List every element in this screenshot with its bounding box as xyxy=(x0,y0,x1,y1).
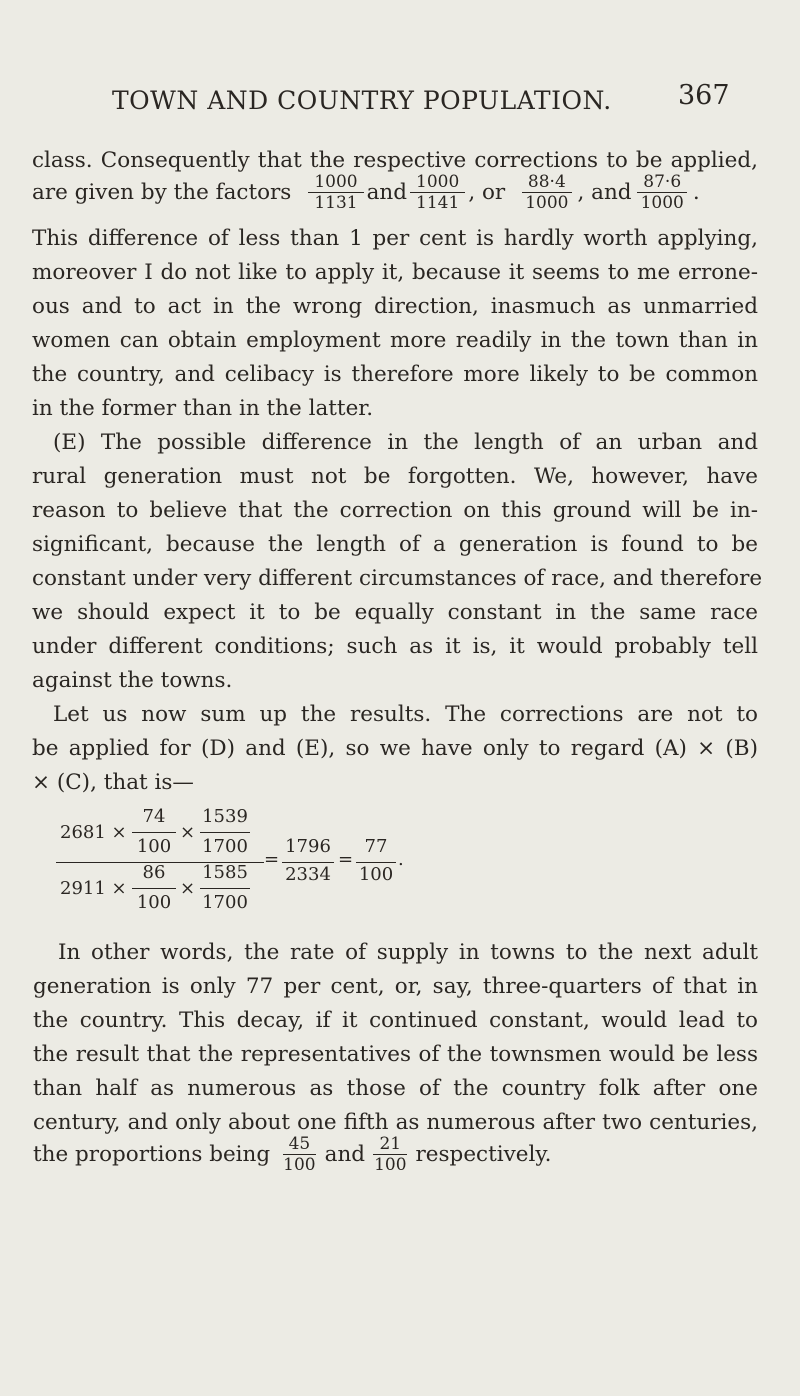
running-title: TOWN AND COUNTRY POPULATION. xyxy=(112,86,612,115)
formula-factor: 2911 × xyxy=(60,878,127,899)
text-line: class. Consequently that the respective corrections to be applied, xyxy=(32,148,758,173)
fraction-denominator: 1700 xyxy=(202,892,248,913)
equals-sign: = xyxy=(264,849,280,870)
text-fragment: the proportions being xyxy=(33,1142,271,1167)
fraction-bar xyxy=(132,832,176,833)
text-line: generation is only 77 per cent, or, say, three-quarters of that in xyxy=(33,974,758,999)
proportions-line xyxy=(33,1134,551,1175)
fraction-bar xyxy=(200,832,250,833)
fraction-numerator: 88·4 xyxy=(522,172,572,193)
text-line: moreover I do not like to apply it, because it seems to me errone- xyxy=(32,260,758,285)
fraction-denominator: 100 xyxy=(136,892,172,913)
text-line: than half as numerous as those of the country folk after one xyxy=(33,1076,758,1101)
fraction-denominator: 100 xyxy=(358,864,394,885)
fraction-numerator: 1000 xyxy=(308,172,363,193)
fraction-numerator: 1539 xyxy=(202,806,248,827)
text-line: the country, and celibacy is therefore more likely to be common xyxy=(32,362,758,387)
fraction xyxy=(277,1134,321,1175)
fraction-bar xyxy=(356,862,396,863)
times-sign: × xyxy=(180,822,196,843)
text-fragment: , and xyxy=(577,180,632,205)
fraction-denominator: 1141 xyxy=(416,193,460,213)
text-line: in the former than in the latter. xyxy=(32,396,374,421)
fraction-numerator: 87·6 xyxy=(637,172,687,193)
fraction-bar xyxy=(132,888,176,889)
text-line: be applied for (D) and (E), so we have only to regard (A) × (B) xyxy=(32,736,758,761)
text-line: reason to believe that the correction on this ground will be in- xyxy=(32,498,758,523)
text-line: ous and to act in the wrong direction, inasmuch as unmarried xyxy=(32,294,758,319)
fraction-numerator: 86 xyxy=(142,862,166,883)
equals-sign: = xyxy=(338,849,354,870)
text-line: In other words, the rate of supply in towns to the next adult xyxy=(58,940,758,965)
text-line: we should expect it to be equally constant in the same race xyxy=(32,600,758,625)
page-number: 367 xyxy=(678,80,730,111)
fraction-denominator: 1700 xyxy=(202,836,248,857)
formula-period: . xyxy=(398,849,404,870)
fraction-denominator: 100 xyxy=(374,1155,407,1175)
text-fragment: respectively. xyxy=(415,1142,552,1167)
fraction-numerator: 1585 xyxy=(202,862,248,883)
fraction-denominator: 1000 xyxy=(525,193,569,213)
fraction-numerator: 1000 xyxy=(410,172,465,193)
fraction-numerator: 21 xyxy=(373,1134,407,1155)
text-line: against the towns. xyxy=(32,668,233,693)
fraction-numerator: 45 xyxy=(283,1134,317,1155)
fraction-denominator: 100 xyxy=(283,1155,316,1175)
text-line: the country. This decay, if it continued constant, would lead to xyxy=(33,1008,758,1033)
text-line: significant, because the length of a generation is found to be xyxy=(32,532,758,557)
fraction-denominator: 1000 xyxy=(640,193,684,213)
fraction-bar xyxy=(200,888,250,889)
fraction-denominator: 2334 xyxy=(285,864,331,885)
fraction xyxy=(368,1134,412,1175)
text-line: century, and only about one fifth as numerous after two centuries, xyxy=(33,1110,758,1135)
text-fragment: are given by the factors xyxy=(32,180,292,205)
formula-factor: 2681 × xyxy=(60,822,127,843)
text-fragment: . xyxy=(692,180,700,205)
fraction-numerator: 1796 xyxy=(285,836,331,857)
fraction-numerator: 77 xyxy=(364,836,388,857)
times-sign: × xyxy=(180,878,196,899)
text-fragment: , or xyxy=(468,180,506,205)
text-fragment: and xyxy=(324,1142,366,1167)
fraction-numerator: 74 xyxy=(142,806,166,827)
text-line: rural generation must not be forgotten. We, however, have xyxy=(32,464,758,489)
text-line: the result that the representatives of the townsmen would be less xyxy=(33,1042,758,1067)
text-line: women can obtain employment more readily in the town than in xyxy=(32,328,758,353)
text-fragment: and xyxy=(366,180,408,205)
text-line: Let us now sum up the results. The corrections are not to xyxy=(53,702,758,727)
text-line: This difference of less than 1 per cent is hardly worth applying, xyxy=(32,226,758,251)
fraction-bar xyxy=(282,862,334,863)
text-line: (E) The possible difference in the length of an urban and xyxy=(53,430,758,455)
fraction-denominator: 1131 xyxy=(314,193,358,213)
text-line: × (C), that is— xyxy=(32,770,194,795)
text-line: constant under very different circumstances of race, and therefore xyxy=(32,566,763,591)
text-line: under different conditions; such as it is, it would probably tell xyxy=(32,634,758,659)
fraction-denominator: 100 xyxy=(136,836,172,857)
